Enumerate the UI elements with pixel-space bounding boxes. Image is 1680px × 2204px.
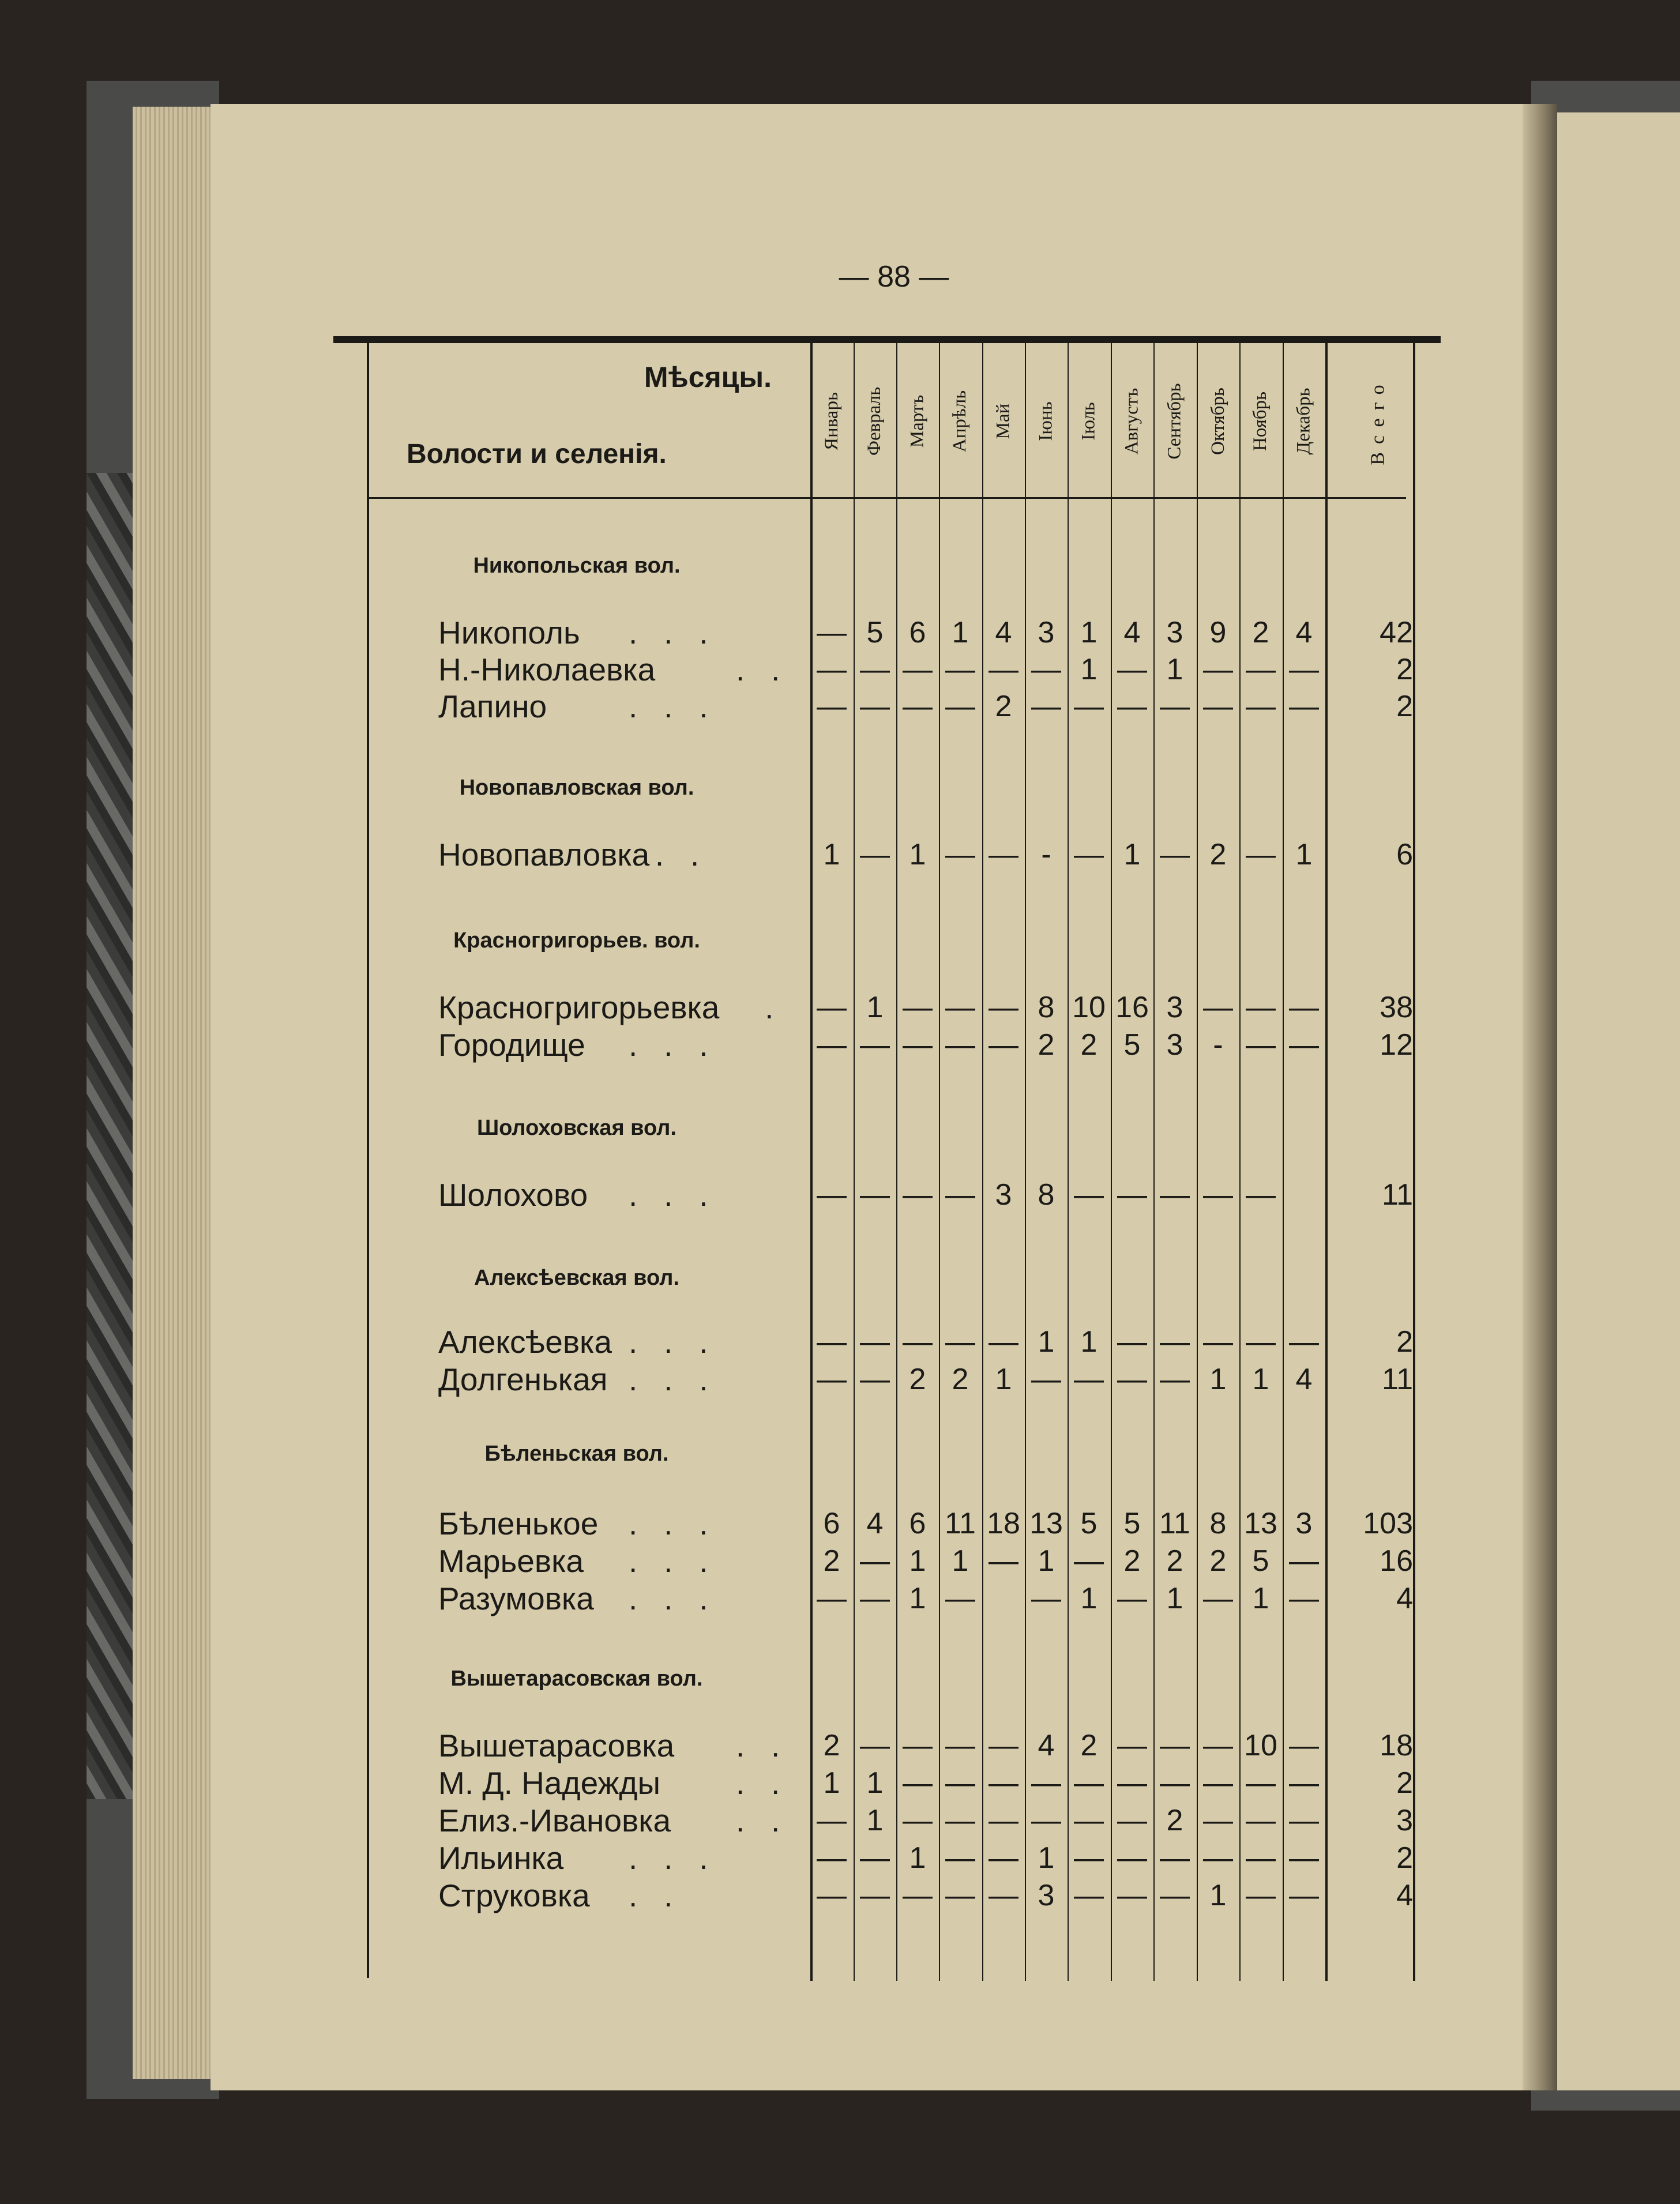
row-total: 6 [1396, 838, 1413, 871]
month-cell: — [817, 1804, 847, 1837]
month-cell: — [1074, 690, 1104, 723]
month-cell: — [1203, 1804, 1233, 1837]
month-cell: — [989, 653, 1018, 686]
month-cell: 8 [1038, 1178, 1055, 1212]
month-cell: — [1246, 1178, 1276, 1212]
row-total: 103 [1363, 1507, 1413, 1540]
month-cell: — [945, 1804, 975, 1837]
month-cell: 3 [1166, 1028, 1183, 1062]
month-cell: 1 [909, 1582, 926, 1615]
row-total: 2 [1396, 690, 1413, 723]
table-row [0, 1727, 1680, 1764]
table-row [0, 614, 1680, 651]
month-cell: 5 [1123, 1507, 1141, 1540]
month-cell: 2 [1166, 1804, 1183, 1837]
month-cell: 2 [823, 1729, 840, 1762]
header-rule [369, 497, 1406, 499]
row-total: 4 [1396, 1879, 1413, 1912]
month-cell: 4 [1038, 1729, 1055, 1762]
month-header: Августъ [1121, 388, 1142, 454]
month-cell: 2 [1080, 1729, 1098, 1762]
month-cell: — [945, 1766, 975, 1800]
month-cell: 5 [866, 616, 884, 649]
month-cell: 1 [1123, 838, 1141, 871]
month-cell: — [1117, 1729, 1147, 1762]
month-cell: — [817, 1325, 847, 1359]
month-cell: 1 [1080, 653, 1098, 686]
month-cell: — [1203, 991, 1233, 1024]
month-cell: — [1074, 1879, 1104, 1912]
month-cell: 10 [1244, 1729, 1277, 1762]
row-total: 18 [1380, 1729, 1413, 1762]
month-cell: — [1289, 991, 1319, 1024]
month-cell: 2 [1209, 838, 1227, 871]
total-column-header: Всего [1367, 377, 1389, 465]
month-cell: — [1289, 1325, 1319, 1359]
month-cell: — [1203, 1729, 1233, 1762]
month-cell: — [1117, 1804, 1147, 1837]
month-cell: — [1117, 653, 1147, 686]
volost-title: Красногригорьев. вол. [453, 928, 700, 953]
month-cell: 5 [1252, 1544, 1269, 1578]
month-cell: — [903, 991, 933, 1024]
table-row [0, 651, 1680, 688]
month-cell: — [860, 838, 890, 871]
month-header: Апрѣль [949, 390, 971, 452]
month-cell: 6 [823, 1507, 840, 1540]
months-header: Мѣсяцы. [644, 361, 772, 393]
row-total: 11 [1382, 1363, 1413, 1396]
month-cell: — [1203, 1766, 1233, 1800]
month-cell: — [1160, 838, 1190, 871]
month-cell: — [1074, 1544, 1104, 1578]
month-cell: — [989, 1729, 1018, 1762]
month-cell: — [1203, 690, 1233, 723]
table-row [0, 836, 1680, 873]
month-header: Мартъ [907, 394, 928, 447]
row-total: 16 [1380, 1544, 1413, 1578]
month-cell: 1 [1209, 1879, 1227, 1912]
table-row [0, 1543, 1680, 1579]
month-cell: — [1117, 1363, 1147, 1396]
month-cell: — [1031, 1804, 1061, 1837]
village-name: Городище [438, 1027, 585, 1063]
table-row [0, 989, 1680, 1026]
month-cell: 3 [1166, 616, 1183, 649]
month-cell: 9 [1209, 616, 1227, 649]
month-cell: 2 [1252, 616, 1269, 649]
month-cell: — [945, 1841, 975, 1875]
month-cell: — [1031, 1766, 1061, 1800]
village-name: Струковка [438, 1878, 590, 1913]
leader-dots: . . . [629, 1581, 708, 1616]
month-cell: 1 [952, 1544, 969, 1578]
month-cell: 3 [1295, 1507, 1313, 1540]
table-row [0, 1877, 1680, 1914]
month-header: Сентябрь [1164, 382, 1185, 460]
month-cell: — [945, 1729, 975, 1762]
leader-dots: . . [629, 1878, 673, 1913]
month-header: Декабрь [1293, 387, 1314, 455]
month-header: Январь [821, 392, 842, 450]
month-cell: — [1246, 991, 1276, 1024]
table-top-rule [333, 336, 1441, 343]
month-cell: 1 [866, 1804, 884, 1837]
month-cell: — [945, 1879, 975, 1912]
village-name: Елиз.-Ивановка [438, 1803, 671, 1838]
month-cell: 18 [987, 1507, 1020, 1540]
month-cell: 3 [1038, 1879, 1055, 1912]
month-cell: — [1289, 1729, 1319, 1762]
month-cell: — [860, 1729, 890, 1762]
month-cell: — [1031, 1363, 1061, 1396]
month-cell: 4 [1295, 1363, 1313, 1396]
month-cell: 1 [1252, 1363, 1269, 1396]
month-cell: — [817, 690, 847, 723]
leader-dots: . [730, 990, 774, 1025]
month-cell: 2 [909, 1363, 926, 1396]
month-cell: — [1074, 1363, 1104, 1396]
page-number: — 88 — [839, 260, 949, 294]
volosts-header: Волости и селенія. [407, 439, 667, 469]
month-cell: 1 [1166, 653, 1183, 686]
month-cell: — [945, 1178, 975, 1212]
month-cell: — [1160, 1178, 1190, 1212]
row-total: 3 [1396, 1804, 1413, 1837]
month-cell: — [1074, 1841, 1104, 1875]
month-cell: 4 [1123, 616, 1141, 649]
month-cell: 16 [1115, 991, 1149, 1024]
month-cell: — [1246, 1325, 1276, 1359]
village-name: Ильинка [438, 1840, 564, 1876]
month-cell: 1 [866, 991, 884, 1024]
row-total: 2 [1396, 1325, 1413, 1359]
month-cell: — [1203, 1178, 1233, 1212]
month-cell: — [903, 1178, 933, 1212]
month-cell: — [1289, 1879, 1319, 1912]
month-cell: — [945, 838, 975, 871]
month-cell: 4 [1295, 616, 1313, 649]
month-cell: 3 [1038, 616, 1055, 649]
month-cell: — [817, 1363, 847, 1396]
month-cell: — [1246, 1879, 1276, 1912]
month-cell: 1 [1080, 616, 1098, 649]
month-cell: - [1213, 1028, 1223, 1062]
month-header: Іюль [1078, 401, 1099, 441]
village-name: Красногригорьевка [438, 990, 720, 1025]
month-cell: 1 [823, 1766, 840, 1800]
month-cell: 10 [1072, 991, 1106, 1024]
month-cell: — [1160, 1766, 1190, 1800]
month-cell: — [989, 838, 1018, 871]
month-cell: — [860, 1363, 890, 1396]
month-cell: 1 [1209, 1363, 1227, 1396]
month-cell: — [1117, 1178, 1147, 1212]
month-cell: — [989, 1325, 1018, 1359]
month-cell: — [989, 1028, 1018, 1062]
month-cell: — [1117, 1582, 1147, 1615]
leader-dots: . . . [629, 1506, 708, 1541]
table-row [0, 1176, 1680, 1213]
month-cell: 1 [1080, 1325, 1098, 1359]
month-cell: 3 [1166, 991, 1183, 1024]
month-cell: 1 [1038, 1841, 1055, 1875]
month-cell: — [1160, 1729, 1190, 1762]
village-name: Новопавловка [438, 837, 650, 872]
row-total: 4 [1396, 1582, 1413, 1615]
month-cell: — [1289, 1028, 1319, 1062]
leader-dots: . . . [629, 1361, 708, 1397]
leader-dots: . . . [629, 1177, 708, 1213]
month-cell: — [945, 991, 975, 1024]
month-cell: 5 [1080, 1507, 1098, 1540]
month-cell: — [1289, 1766, 1319, 1800]
month-cell: — [817, 991, 847, 1024]
month-cell: — [1160, 1879, 1190, 1912]
month-cell: 13 [1244, 1507, 1277, 1540]
month-cell: 1 [1252, 1582, 1269, 1615]
row-total: 2 [1396, 653, 1413, 686]
month-cell: — [1289, 1582, 1319, 1615]
leader-dots: . . [709, 1728, 780, 1763]
month-cell: — [1246, 1804, 1276, 1837]
month-cell: — [817, 1879, 847, 1912]
month-cell: — [1289, 1544, 1319, 1578]
month-cell: — [903, 1325, 933, 1359]
table-row [0, 1505, 1680, 1542]
village-name: Шолохово [438, 1177, 588, 1213]
month-cell: — [903, 1804, 933, 1837]
month-header: Октябрь [1207, 387, 1228, 455]
month-cell: — [860, 1544, 890, 1578]
month-cell: 2 [1123, 1544, 1141, 1578]
month-cell: — [860, 653, 890, 686]
month-cell: — [817, 1582, 847, 1615]
month-cell: — [945, 1325, 975, 1359]
leader-dots: . . . [629, 1027, 708, 1063]
month-cell: — [989, 991, 1018, 1024]
month-cell: — [1246, 1028, 1276, 1062]
month-cell: 2 [823, 1544, 840, 1578]
month-cell: 2 [1080, 1028, 1098, 1062]
month-cell: 2 [995, 690, 1012, 723]
month-cell: — [1203, 1841, 1233, 1875]
month-cell: — [1246, 690, 1276, 723]
month-cell: — [817, 1178, 847, 1212]
month-header: Май [993, 403, 1014, 439]
leader-dots: . . . [629, 1324, 708, 1360]
month-cell: — [1289, 1841, 1319, 1875]
month-cell: — [1074, 1178, 1104, 1212]
month-cell: — [817, 616, 847, 649]
month-cell: — [1160, 1841, 1190, 1875]
month-cell: 1 [1166, 1582, 1183, 1615]
month-cell: — [989, 1841, 1018, 1875]
volost-title: Вышетарасовская вол. [450, 1667, 703, 1691]
month-cell: — [1160, 1363, 1190, 1396]
month-cell: — [817, 1841, 847, 1875]
village-name: Алексѣевка [438, 1324, 612, 1360]
month-cell: — [1203, 653, 1233, 686]
month-cell: 4 [995, 616, 1012, 649]
village-name: Вышетарасовка [438, 1728, 675, 1763]
village-name: Разумовка [438, 1581, 594, 1616]
month-cell: — [860, 690, 890, 723]
month-cell: — [817, 653, 847, 686]
month-cell: — [989, 1766, 1018, 1800]
village-name: Долгенькая [438, 1361, 608, 1397]
month-cell: 1 [952, 616, 969, 649]
month-cell: — [1246, 653, 1276, 686]
month-cell: — [903, 1028, 933, 1062]
month-cell: 4 [866, 1507, 884, 1540]
leader-dots: . . [709, 1765, 780, 1801]
row-total: 12 [1380, 1028, 1413, 1062]
village-name: Лапино [438, 689, 547, 724]
month-cell: 1 [823, 838, 840, 871]
month-cell: — [1203, 1325, 1233, 1359]
month-cell: 2 [1166, 1544, 1183, 1578]
volost-title: Никопольская вол. [473, 554, 681, 578]
month-cell: 1 [1038, 1544, 1055, 1578]
row-total: 38 [1380, 991, 1413, 1024]
table-row [0, 1765, 1680, 1801]
month-cell: 6 [909, 616, 926, 649]
month-cell: — [1117, 690, 1147, 723]
month-cell: 1 [909, 838, 926, 871]
month-cell: — [1160, 1325, 1190, 1359]
month-cell: 1 [995, 1363, 1012, 1396]
leader-dots: . . [709, 652, 780, 687]
month-cell: — [1289, 653, 1319, 686]
month-cell: 1 [909, 1544, 926, 1578]
month-header: Ноябрь [1250, 391, 1271, 451]
month-cell: 2 [1038, 1028, 1055, 1062]
month-cell: — [860, 1028, 890, 1062]
month-cell: — [860, 1325, 890, 1359]
month-cell: 1 [1295, 838, 1313, 871]
village-name: М. Д. Надежды [438, 1765, 660, 1801]
month-cell: — [903, 1879, 933, 1912]
month-cell: — [860, 1582, 890, 1615]
month-cell: — [1074, 1766, 1104, 1800]
month-cell: 1 [1080, 1582, 1098, 1615]
volost-title: Шолоховская вол. [476, 1116, 676, 1140]
month-cell: 11 [945, 1507, 976, 1540]
month-cell: — [945, 653, 975, 686]
table-row [0, 1802, 1680, 1839]
month-cell: — [1289, 690, 1319, 723]
month-cell: — [989, 1804, 1018, 1837]
month-cell: — [1246, 838, 1276, 871]
leader-dots: . . [629, 837, 700, 872]
month-cell: — [903, 690, 933, 723]
month-cell: 5 [1123, 1028, 1141, 1062]
table-row [0, 1580, 1680, 1617]
month-cell: 1 [909, 1841, 926, 1875]
month-cell: — [860, 1841, 890, 1875]
month-cell: — [1117, 1841, 1147, 1875]
row-total: 42 [1380, 616, 1413, 649]
month-cell: 11 [1159, 1507, 1190, 1540]
month-cell: — [1117, 1879, 1147, 1912]
month-cell: 2 [952, 1363, 969, 1396]
month-cell: - [1041, 838, 1051, 871]
leader-dots: . . [709, 1803, 780, 1838]
month-cell: — [1246, 1766, 1276, 1800]
month-cell: — [903, 1766, 933, 1800]
month-header: Іюнь [1035, 401, 1057, 441]
row-total: 11 [1382, 1178, 1413, 1212]
month-cell: — [945, 1582, 975, 1615]
leader-dots: . . . [629, 615, 708, 650]
month-cell: 13 [1029, 1507, 1063, 1540]
table-row [0, 1026, 1680, 1063]
month-cell: 1 [866, 1766, 884, 1800]
month-cell: — [945, 690, 975, 723]
table-row [0, 688, 1680, 725]
month-cell: — [860, 1178, 890, 1212]
month-header: Февраль [864, 386, 885, 456]
month-cell: — [989, 1879, 1018, 1912]
month-cell: — [1160, 690, 1190, 723]
month-cell: 8 [1209, 1507, 1227, 1540]
month-cell: — [903, 1729, 933, 1762]
month-cell: 2 [1209, 1544, 1227, 1578]
table-row [0, 1361, 1680, 1398]
village-name: Никополь [438, 615, 580, 650]
village-name: Н.-Николаевка [438, 652, 656, 687]
month-cell: — [989, 1544, 1018, 1578]
row-total: 2 [1396, 1766, 1413, 1800]
month-cell: — [1074, 1804, 1104, 1837]
table-row [0, 1323, 1680, 1360]
leader-dots: . . . [629, 689, 708, 724]
month-cell: — [1031, 653, 1061, 686]
village-name: Бѣленькое [438, 1506, 599, 1541]
month-cell: — [1117, 1766, 1147, 1800]
month-cell: — [1289, 1804, 1319, 1837]
month-cell: 3 [995, 1178, 1012, 1212]
month-cell: 6 [909, 1507, 926, 1540]
month-cell: — [1074, 838, 1104, 871]
row-total: 2 [1396, 1841, 1413, 1875]
leader-dots: . . . [629, 1543, 708, 1579]
table-row [0, 1840, 1680, 1876]
month-cell: — [903, 653, 933, 686]
month-cell: — [1031, 690, 1061, 723]
month-cell: 8 [1038, 991, 1055, 1024]
month-cell: — [1117, 1325, 1147, 1359]
month-cell: — [817, 1028, 847, 1062]
month-cell: — [1203, 1582, 1233, 1615]
month-cell: — [945, 1028, 975, 1062]
month-cell: — [860, 1879, 890, 1912]
volost-title: Новопавловская вол. [459, 776, 694, 800]
month-cell: — [1246, 1841, 1276, 1875]
volost-title: Алексѣевская вол. [474, 1266, 679, 1290]
month-cell: — [1031, 1582, 1061, 1615]
village-name: Марьевка [438, 1543, 584, 1579]
leader-dots: . . . [629, 1840, 708, 1876]
month-cell: 1 [1038, 1325, 1055, 1359]
volost-title: Бѣленьская вол. [484, 1442, 669, 1466]
